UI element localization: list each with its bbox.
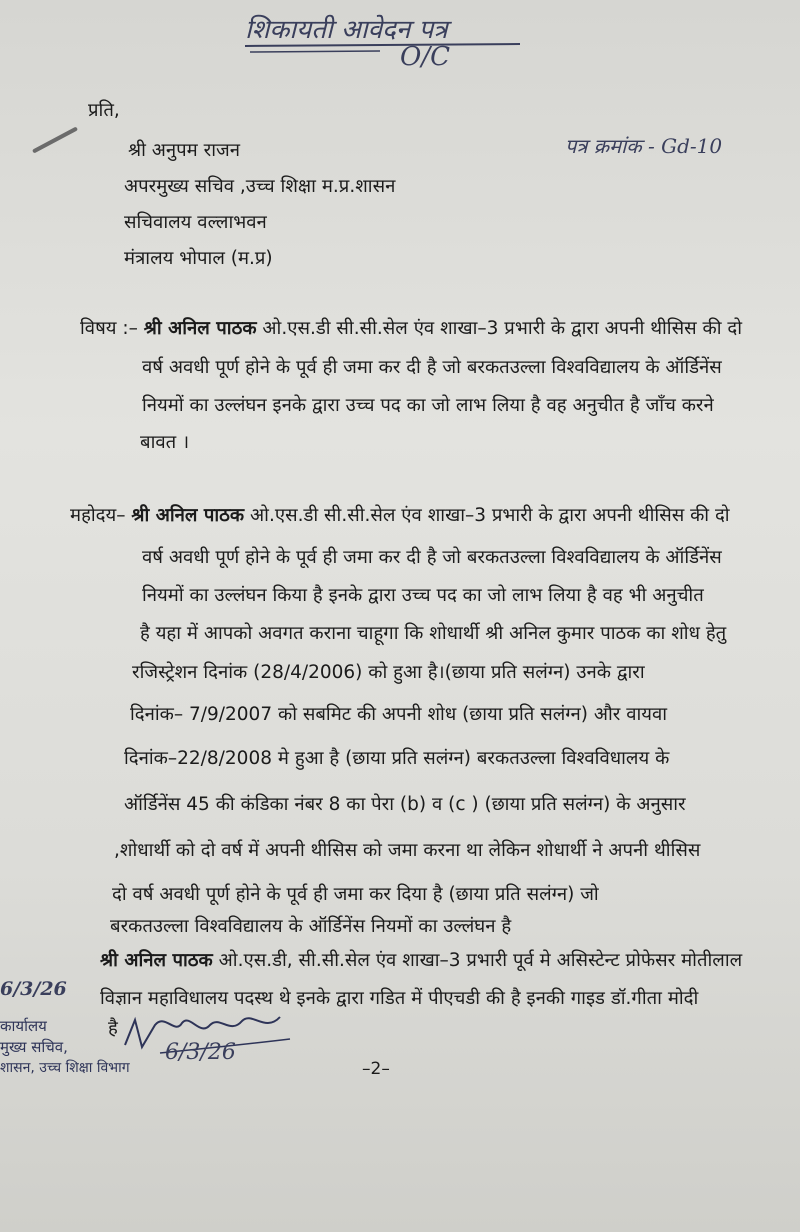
body-line: बरकतउल्ला विश्वविद्यालय के ऑर्डिनेंस नियमों का उल्लंघन है bbox=[110, 916, 512, 937]
body-para2-line: विज्ञान महाविधालय पदस्थ थे इनके द्वारा गडित में पीएचडी की है इनकी गाइड डॉ.गीता मोदी bbox=[100, 988, 699, 1009]
address-line: सचिवालय वल्लाभवन bbox=[124, 212, 267, 233]
body-person-name: श्री अनिल पाठक bbox=[131, 505, 245, 526]
pen-stroke-mark bbox=[32, 126, 78, 153]
address-line: मंत्रालय भोपाल (म.प्र) bbox=[124, 248, 273, 269]
subject-person-name: श्री अनिल पाठक bbox=[143, 318, 257, 339]
body-line: नियमों का उल्लंघन किया है इनके द्वारा उच्च पद का जो लाभ लिया है वह भी अनुचीत bbox=[142, 585, 704, 606]
subject-line: वर्ष अवधी पूर्ण होने के पूर्व ही जमा कर दी है जो बरकतउल्ला विश्वविद्यालय के ऑर्डिनेंस bbox=[142, 357, 722, 378]
body-line: रजिस्ट्रेशन दिनांक (28/4/2006) को हुआ है।(छाया प्रति सलंग्न) उनके द्वारा bbox=[132, 662, 645, 683]
salutation: महोदय– bbox=[70, 505, 126, 526]
para2-text: ओ.एस.डी, सी.सी.सेल एंव शाखा–3 प्रभारी पूर्व मे असिस्टेन्ट प्रोफेसर मोतीलाल bbox=[218, 950, 743, 971]
handwritten-mark: O/C bbox=[400, 42, 450, 72]
body-line: दो वर्ष अवधी पूर्ण होने के पूर्व ही जमा कर दिया है (छाया प्रति सलंग्न) जो bbox=[112, 884, 599, 905]
subject-line: बावत । bbox=[140, 432, 190, 453]
title-underline-strokes bbox=[240, 38, 530, 58]
stamp-date: 6/3/26 bbox=[0, 978, 67, 1000]
body-line: दिनांक–22/8/2008 मे हुआ है (छाया प्रति सलंग्न) बरकतउल्ला विश्वविधालय के bbox=[124, 748, 670, 769]
subject-text: ओ.एस.डी सी.सी.सेल एंव शाखा–3 प्रभारी के द्वारा अपनी थीसिस की दो bbox=[262, 318, 742, 339]
body-line: ,शोधार्थी को दो वर्ष में अपनी थीसिस को जमा करना था लेकिन शोधार्थी ने अपनी थीसिस bbox=[114, 840, 701, 861]
signature-date: 6/3/26 bbox=[165, 1040, 236, 1065]
body-line: वर्ष अवधी पूर्ण होने के पूर्व ही जमा कर दी है जो बरकतउल्ला विश्वविद्यालय के ऑर्डिनेंस bbox=[142, 547, 722, 568]
stamp-line: शासन, उच्च शिक्षा विभाग bbox=[0, 1060, 130, 1076]
body-para2-line: है bbox=[108, 1018, 118, 1039]
body-line: दिनांक– 7/9/2007 को सबमिट की अपनी शोध (छाया प्रति सलंग्न) और वायवा bbox=[130, 704, 668, 725]
subject-label: विषय :– bbox=[80, 318, 138, 339]
address-to: प्रति, bbox=[88, 100, 120, 121]
body-para2-line-1 bbox=[100, 950, 742, 972]
handwritten-title: शिकायती आवेदन पत्र bbox=[245, 15, 448, 45]
handwritten-ref: पत्र क्रमांक - Gd-10 bbox=[565, 134, 723, 158]
body-text: ओ.एस.डी सी.सी.सेल एंव शाखा–3 प्रभारी के द्वारा अपनी थीसिस की दो bbox=[250, 505, 730, 526]
body-line: है यहा में आपको अवगत कराना चाहूगा कि शोधार्थी श्री अनिल कुमार पाठक का शोध हेतु bbox=[140, 623, 727, 644]
body-line-1 bbox=[70, 505, 730, 527]
page-number: –2– bbox=[362, 1059, 390, 1079]
para2-person-name: श्री अनिल पाठक bbox=[100, 950, 213, 971]
stamp-line: मुख्य सचिव, bbox=[0, 1038, 68, 1056]
address-line: अपरमुख्य सचिव ,उच्च शिक्षा म.प्र.शासन bbox=[124, 176, 396, 197]
subject-line: नियमों का उल्लंघन इनके द्वारा उच्च पद का जो लाभ लिया है वह अनुचीत है जाँच करने bbox=[142, 395, 714, 416]
body-line: ऑर्डिनेंस 45 की कंडिका नंबर 8 का पेरा (b) व (c ) (छाया प्रति सलंग्न) के अनुसार bbox=[124, 794, 686, 815]
stamp-line: कार्यालय bbox=[0, 1017, 47, 1035]
subject-line-1 bbox=[80, 318, 742, 340]
address-line: श्री अनुपम राजन bbox=[128, 140, 240, 161]
